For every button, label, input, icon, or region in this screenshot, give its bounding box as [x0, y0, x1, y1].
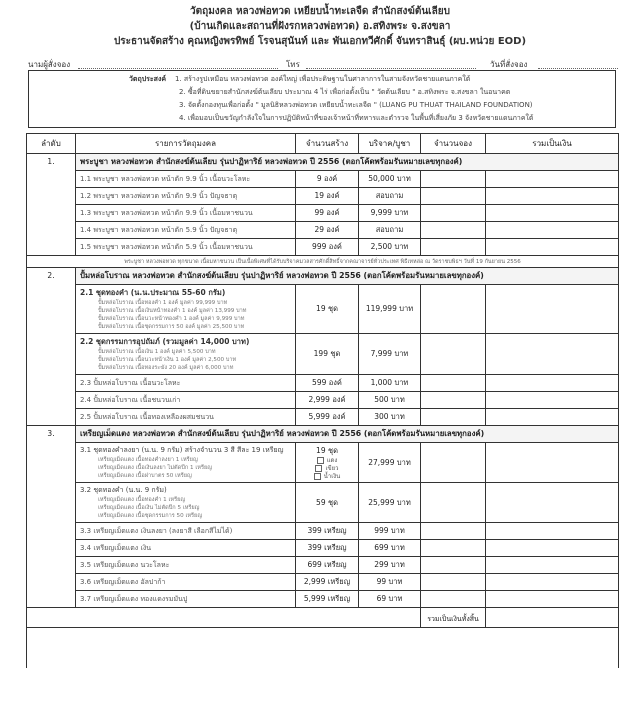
grand-total-spacer: [27, 608, 421, 628]
item-name: 3.4 เหรียญเม็ดแตง เงิน: [76, 540, 296, 557]
reserve-qty-cell[interactable]: [421, 557, 486, 574]
table-row: [27, 523, 619, 540]
set-detail: เหรียญเม็ดแตง เนื้อเงิน ไม่ตัดปีก 5 เหรียญ: [98, 505, 200, 511]
remarks-area[interactable]: [27, 628, 619, 668]
objective-item: 2. ซื้อที่ดินขยายสำนักสงฆ์ต้นเลียบ ประมาณ 4 ไร่ เพื่อก่อตั้งเป็น " วัดต้นเลียบ " อ.สทิงพระ จ.สงขลา ในอนาคต: [179, 88, 511, 96]
objective-item: 1. สร้างรูปเหมือน หลวงพ่อทวด องค์ใหญ่ เพื่อประดิษฐานในศาลาการในสามจังหวัดชายแดนภาคใต้: [175, 75, 471, 83]
item-price: 699 บาท: [359, 540, 421, 557]
item-name: 1.1 พระบูชา หลวงพ่อทวด หน้าตัก 9.9 นิ้ว เนื้อนวะโลหะ: [76, 171, 296, 188]
item-name: 2.5 ปั้มหล่อโบราณ เนื้อทองเหลืองผสมชนวน: [76, 409, 296, 426]
item-name: 3.6 เหรียญเม็ดแตง อัลปาก้า: [76, 574, 296, 591]
item-name: 3.7 เหรียญเม็ดแตง ทองแดงรมมันปู: [76, 591, 296, 608]
col-header-item: รายการวัตถุมงคล: [76, 134, 296, 154]
grand-total-row: [27, 608, 619, 628]
total-cell[interactable]: [486, 483, 619, 523]
date-field[interactable]: [538, 68, 618, 69]
set-cell: [76, 443, 296, 483]
header-line-2: (บ้านเกิดและสถานที่ฝังรกหลวงพ่อทวด) อ.สทิงพระ จ.สงขลา: [189, 21, 451, 32]
item-quantity: 199 ชุด: [296, 334, 359, 375]
total-cell[interactable]: [486, 171, 619, 188]
set-detail: ปั้มหล่อโบราณ เนื้อนวะหน้าเงิน 1 องค์ มูลค่า 2,500 บาท: [98, 357, 237, 363]
reserve-qty-cell[interactable]: [421, 222, 486, 239]
set-detail: ปั้มหล่อโบราณ เนื้อเงิน 1 องค์ มูลค่า 5,500 บาท: [98, 349, 216, 355]
item-price: 999 บาท: [359, 523, 421, 540]
item-name: 1.5 พระบูชา หลวงพ่อทวด หน้าตัก 5.9 นิ้ว เนื้อมหาชนวน: [76, 239, 296, 256]
checkbox-icon[interactable]: [315, 465, 322, 472]
reserve-qty-cell[interactable]: [421, 334, 486, 375]
section-number: 1.: [27, 154, 76, 256]
section-title: เหรียญเม็ดแตง หลวงพ่อทวด สำนักสงฆ์ต้นเลียบ รุ่นปาฏิหาริย์ หลวงพ่อทวด ปี 2556 (ตอกโค้ดพร้อมรันหมายเลขทุกองค์): [76, 426, 619, 443]
objectives-box: [28, 70, 616, 128]
name-label: นามผู้สั่งจอง: [28, 60, 71, 69]
order-table: [26, 133, 619, 668]
table-row: [27, 239, 619, 256]
reserve-qty-cell[interactable]: [421, 205, 486, 222]
set-detail: ปั้มหล่อโบราณ เนื้อทองระฆัง 20 องค์ มูลค่า 6,000 บาท: [98, 365, 234, 371]
color-option-green[interactable]: เขียว: [300, 465, 354, 473]
set-cell: [76, 334, 296, 375]
total-cell[interactable]: [486, 591, 619, 608]
item-price: 119,999 บาท: [359, 285, 421, 334]
item-price: สอบถาม: [359, 188, 421, 205]
item-quantity: 2,999 เหรียญ: [296, 574, 359, 591]
item-quantity: 399 เหรียญ: [296, 540, 359, 557]
item-price: 50,000 บาท: [359, 171, 421, 188]
set-detail: ปั้มหล่อโบราณ เนื้อทองคำ 1 องค์ มูลค่า 99,999 บาท: [98, 300, 228, 306]
col-header-donation: บริจาค/บูชา: [359, 134, 421, 154]
item-price: 25,999 บาท: [359, 483, 421, 523]
item-price: 300 บาท: [359, 409, 421, 426]
item-price: 99 บาท: [359, 574, 421, 591]
section-note-row: [27, 256, 619, 268]
item-quantity: 19 องค์: [296, 188, 359, 205]
total-cell[interactable]: [486, 540, 619, 557]
item-price: 27,999 บาท: [359, 443, 421, 483]
table-header-row: [27, 134, 619, 154]
reserve-qty-cell[interactable]: [421, 392, 486, 409]
total-cell[interactable]: [486, 334, 619, 375]
item-name: 2.4 ปั้มหล่อโบราณ เนื้อชนวนเก่า: [76, 392, 296, 409]
col-header-total: รวมเป็นเงิน: [486, 134, 619, 154]
total-cell[interactable]: [486, 188, 619, 205]
set-detail: เหรียญเม็ดแตง เนื้อทองคำ 1 เหรียญ: [98, 497, 186, 503]
item-quantity: 19 ชุด: [316, 446, 338, 455]
item-quantity: 5,999 เหรียญ: [296, 591, 359, 608]
col-header-quantity-made: จำนวนสร้าง: [296, 134, 359, 154]
reserve-qty-cell[interactable]: [421, 239, 486, 256]
set-detail: เหรียญเม็ดแตง เนื้อทองคำลงยา 1 เหรียญ: [98, 457, 198, 463]
total-cell[interactable]: [486, 443, 619, 483]
checkbox-icon[interactable]: [317, 457, 324, 464]
color-option-blue[interactable]: น้ำเงิน: [300, 473, 354, 481]
item-quantity: 2,999 องค์: [296, 392, 359, 409]
grand-total-label: รวมเป็นเงินทั้งสิ้น: [421, 608, 486, 628]
reserve-qty-cell[interactable]: [421, 523, 486, 540]
set-detail: เหรียญเม็ดแตง เนื้อฝาบาตร 50 เหรียญ: [98, 473, 192, 479]
order-meta: [28, 58, 618, 70]
set-detail: ปั้มหล่อโบราณ เนื้อนวะหน้าทองคำ 1 องค์ มูลค่า 9,999 บาท: [98, 316, 245, 322]
item-quantity: 999 องค์: [296, 239, 359, 256]
total-cell[interactable]: [486, 574, 619, 591]
header-line-1: วัตถุมงคล หลวงพ่อทวด เหยียบน้ำทะเลจืด สำนักสงฆ์ต้นเลียบ: [190, 6, 450, 17]
item-quantity: 99 องค์: [296, 205, 359, 222]
table-row-set: [27, 483, 619, 523]
item-name: 3.5 เหรียญเม็ดแตง นวะโลหะ: [76, 557, 296, 574]
section-note: พระบูชา หลวงพ่อทวด ทุกขนาด เนื้อมหาชนวน เป็นเนื้อพิเศษที่ได้รับบริจาคมวลสารศักดิ์สิทธิ์จากคณาจารย์ทั่วประเทศ พิธีเทหล่อ ณ วัดราชบพิธฯ วันที่ 19 กันยายน 2556: [27, 256, 619, 268]
objective-item: 3. จัดตั้งกองทุนเพื่อก่อตั้ง " มูลนิธิหลวงพ่อทวด เหยียบน้ำทะเลจืด " (LUANG PU THUAT THAILAND FOUNDATION): [179, 101, 533, 109]
table-row: [27, 171, 619, 188]
reserve-qty-cell[interactable]: [421, 171, 486, 188]
phone-label: โทร: [286, 60, 300, 69]
total-cell[interactable]: [486, 375, 619, 392]
table-row-set: [27, 443, 619, 483]
item-price: 500 บาท: [359, 392, 421, 409]
quantity-with-colors: [296, 443, 359, 483]
phone-field[interactable]: [306, 68, 476, 69]
table-row: [27, 540, 619, 557]
col-header-order: ลำดับ: [27, 134, 76, 154]
item-price: 2,500 บาท: [359, 239, 421, 256]
section-row: [27, 268, 619, 285]
table-row-set: [27, 285, 619, 334]
item-quantity: 9 องค์: [296, 171, 359, 188]
item-quantity: 19 ชุด: [296, 285, 359, 334]
date-label: วันที่สั่งจอง: [490, 60, 528, 69]
item-name: 2.3 ปั้มหล่อโบราณ เนื้อนวะโลหะ: [76, 375, 296, 392]
table-row: [27, 205, 619, 222]
table-row: [27, 591, 619, 608]
set-detail: ปั้มหล่อโบราณ เนื้อชุดกรรมการ 50 องค์ มูลค่า 25,500 บาท: [98, 324, 245, 330]
set-detail: เหรียญเม็ดแตง เนื้อชุดกรรมการ 50 เหรียญ: [98, 513, 203, 519]
total-cell[interactable]: [486, 222, 619, 239]
set-name: 2.2 ชุดกรรมการอุปถัมภ์ (รวมมูลค่า 14,000 บาท): [80, 337, 250, 346]
item-name: 3.3 เหรียญเม็ดแตง เงินลงยา (ลงยาสี เลือกสีไม่ได้): [76, 523, 296, 540]
set-name: 3.1 ชุดทองคำลงยา (น.น. 9 กรัม) สร้างจำนวน 3 สี สีละ 19 เหรียญ: [80, 446, 284, 454]
total-cell[interactable]: [486, 205, 619, 222]
section-row: [27, 154, 619, 171]
table-row: [27, 188, 619, 205]
reserve-qty-cell[interactable]: [421, 540, 486, 557]
objective-item: 4. เพื่อมอบเป็นขวัญกำลังใจในการปฏิบัติหน้าที่ของเจ้าหน้าที่ทหารและตำรวจ ในพื้นที่เสี่ยงภัย 3 จังหวัดชายแดนภาคใต้: [179, 114, 534, 122]
item-quantity: 599 องค์: [296, 375, 359, 392]
set-name: 2.1 ชุดทองคำ (น.น.ประมาณ 55-60 กรัม): [80, 288, 226, 297]
table-row: [27, 557, 619, 574]
color-option-red[interactable]: แดง: [300, 457, 354, 465]
item-quantity: 59 ชุด: [296, 483, 359, 523]
objectives-label: วัตถุประสงค์: [129, 75, 167, 83]
set-detail: ปั้มหล่อโบราณ เนื้อเงินหน้าทองคำ 1 องค์ มูลค่า 13,999 บาท: [98, 308, 247, 314]
name-field[interactable]: [78, 68, 278, 69]
section-number: 2.: [27, 268, 76, 426]
table-row: [27, 409, 619, 426]
item-price: 69 บาท: [359, 591, 421, 608]
set-cell: [76, 285, 296, 334]
section-number: 3.: [27, 426, 76, 608]
total-cell[interactable]: [486, 557, 619, 574]
item-price: สอบถาม: [359, 222, 421, 239]
item-price: 299 บาท: [359, 557, 421, 574]
header-line-3: ประธานจัดสร้าง คุณหญิงพรทิพย์ โรจนสุนันท์ และ พันเอกทวีศักดิ์ จันทราสินธุ์ (ผบ.หน่วย EOD): [113, 36, 527, 47]
total-cell[interactable]: [486, 239, 619, 256]
total-cell[interactable]: [486, 523, 619, 540]
item-price: 7,999 บาท: [359, 334, 421, 375]
set-cell: [76, 483, 296, 523]
table-row: [27, 392, 619, 409]
item-price: 1,000 บาท: [359, 375, 421, 392]
table-row: [27, 574, 619, 591]
reserve-qty-cell[interactable]: [421, 188, 486, 205]
section-row: [27, 426, 619, 443]
grand-total-value[interactable]: [486, 608, 619, 628]
table-row: [27, 375, 619, 392]
checkbox-icon[interactable]: [314, 473, 321, 480]
table-row-set: [27, 334, 619, 375]
reserve-qty-cell[interactable]: [421, 443, 486, 483]
reserve-qty-cell[interactable]: [421, 285, 486, 334]
reserve-qty-cell[interactable]: [421, 409, 486, 426]
section-title: ปั้มหล่อโบราณ หลวงพ่อทวด สำนักสงฆ์ต้นเลียบ รุ่นปาฏิหาริย์ หลวงพ่อทวด ปี 2556 (ตอกโค้ดพร้อมรันหมายเลขทุกองค์): [76, 268, 619, 285]
col-header-reserve-qty: จำนวนจอง: [421, 134, 486, 154]
item-quantity: 699 เหรียญ: [296, 557, 359, 574]
total-cell[interactable]: [486, 285, 619, 334]
item-name: 1.4 พระบูชา หลวงพ่อทวด หน้าตัก 5.9 นิ้ว ปัญจธาตุ: [76, 222, 296, 239]
reserve-qty-cell[interactable]: [421, 574, 486, 591]
section-title: พระบูชา หลวงพ่อทวด สำนักสงฆ์ต้นเลียบ รุ่นปาฏิหาริย์ หลวงพ่อทวด ปี 2556 (ตอกโค้ดพร้อมรันหมายเลขทุกองค์): [76, 154, 619, 171]
item-name: 1.2 พระบูชา หลวงพ่อทวด หน้าตัก 9.9 นิ้ว ปัญจธาตุ: [76, 188, 296, 205]
item-price: 9,999 บาท: [359, 205, 421, 222]
total-cell[interactable]: [486, 409, 619, 426]
item-quantity: 29 องค์: [296, 222, 359, 239]
reserve-qty-cell[interactable]: [421, 375, 486, 392]
item-quantity: 399 เหรียญ: [296, 523, 359, 540]
remarks-row: [27, 628, 619, 668]
reserve-qty-cell[interactable]: [421, 483, 486, 523]
set-name: 3.2 ชุดทองคำ (น.น. 9 กรัม): [80, 486, 167, 494]
item-name: 1.3 พระบูชา หลวงพ่อทวด หน้าตัก 9.9 นิ้ว เนื้อมหาชนวน: [76, 205, 296, 222]
item-quantity: 5,999 องค์: [296, 409, 359, 426]
set-detail: เหรียญเม็ดแตง เนื้อเงินลงยา ไม่ตัดปีก 1 เหรียญ: [98, 465, 213, 471]
table-row: [27, 222, 619, 239]
reserve-qty-cell[interactable]: [421, 591, 486, 608]
total-cell[interactable]: [486, 392, 619, 409]
